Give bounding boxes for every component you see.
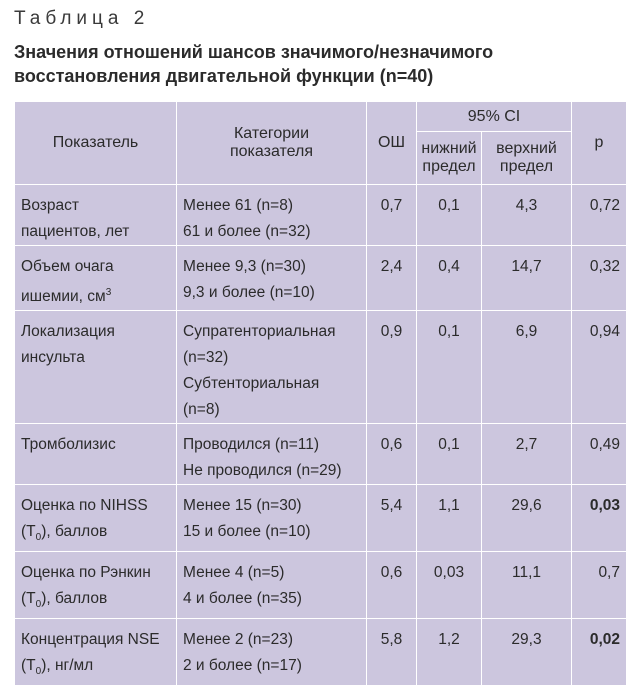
header-lower bbox=[417, 132, 482, 185]
indicator-line1: Тромболизис bbox=[21, 436, 116, 454]
header-upper bbox=[482, 132, 572, 185]
table-caption: Таблица 2 bbox=[14, 8, 150, 29]
header-or: ОШ bbox=[367, 102, 417, 185]
category-cell bbox=[177, 185, 367, 246]
odds-ratio-table bbox=[14, 101, 627, 686]
or-cell: 0,6 bbox=[367, 552, 417, 619]
table-title: Значения отношений шансов значимого/незначимого восстановления двигательной функции (n=40) bbox=[14, 42, 494, 86]
category-line: Менее 9,3 (n=30) bbox=[183, 258, 306, 275]
indicator-text: (T bbox=[21, 657, 36, 675]
indicator-line2 bbox=[21, 653, 172, 685]
indicator-line2 bbox=[21, 280, 172, 310]
upper-cell: 11,1 bbox=[482, 552, 572, 619]
indicator-line1: Возраст bbox=[21, 197, 79, 214]
header-upper-line2: предел bbox=[499, 158, 554, 175]
category-line: 9,3 и более (n=10) bbox=[183, 284, 315, 301]
category-line: Проводился (n=11) bbox=[183, 436, 320, 454]
indicator-cell bbox=[15, 246, 177, 311]
indicator-text: (T bbox=[21, 590, 36, 608]
lower-cell: 0,4 bbox=[417, 246, 482, 311]
upper-cell: 14,7 bbox=[482, 246, 572, 311]
p-cell: 0,03 bbox=[572, 485, 627, 552]
p-cell: 0,94 bbox=[572, 311, 627, 424]
header-upper-line1: верхний bbox=[496, 140, 557, 157]
indicator-line1: Оценка по Рэнкин bbox=[21, 564, 151, 582]
indicator-text: ишемии, см bbox=[21, 288, 106, 306]
category-cell bbox=[177, 311, 367, 424]
indicator-line2 bbox=[21, 519, 172, 551]
indicator-line2: пациентов, лет bbox=[21, 223, 130, 240]
header-p: p bbox=[572, 102, 627, 185]
indicator-cell bbox=[15, 185, 177, 246]
table-body bbox=[15, 185, 627, 686]
category-cell bbox=[177, 619, 367, 686]
p-cell: 0,32 bbox=[572, 246, 627, 311]
category-line: (n=32) bbox=[183, 349, 229, 367]
indicator-line1: Оценка по NIHSS bbox=[21, 497, 148, 515]
category-line: Субтенториальная bbox=[183, 375, 320, 393]
p-cell: 0,72 bbox=[572, 185, 627, 246]
lower-cell: 0,03 bbox=[417, 552, 482, 619]
lower-cell: 0,1 bbox=[417, 311, 482, 424]
table-row bbox=[15, 485, 627, 552]
category-line: Менее 4 (n=5) bbox=[183, 564, 285, 582]
category-line: 15 и более (n=10) bbox=[183, 523, 311, 541]
indicator-line1: Объем очага bbox=[21, 258, 114, 275]
header-ci: 95% CI bbox=[417, 102, 572, 132]
table-row bbox=[15, 552, 627, 619]
upper-cell: 29,6 bbox=[482, 485, 572, 552]
lower-cell: 1,1 bbox=[417, 485, 482, 552]
or-cell: 0,9 bbox=[367, 311, 417, 424]
indicator-cell bbox=[15, 311, 177, 424]
indicator-line2: инсульта bbox=[21, 349, 85, 367]
indicator-cell bbox=[15, 619, 177, 686]
lower-cell: 1,2 bbox=[417, 619, 482, 686]
category-line: 4 и более (n=35) bbox=[183, 590, 302, 608]
or-cell: 0,7 bbox=[367, 185, 417, 246]
p-cell: 0,02 bbox=[572, 619, 627, 686]
header-categories-line1: Категории bbox=[233, 125, 310, 142]
category-line: 2 и более (n=17) bbox=[183, 657, 302, 675]
superscript: 3 bbox=[105, 287, 112, 298]
header-categories bbox=[177, 102, 367, 185]
upper-cell: 29,3 bbox=[482, 619, 572, 686]
subscript: 0 bbox=[35, 532, 42, 544]
indicator-line2 bbox=[21, 586, 172, 618]
table-row bbox=[15, 424, 627, 485]
table-row bbox=[15, 311, 627, 424]
category-cell bbox=[177, 552, 367, 619]
upper-cell: 6,9 bbox=[482, 311, 572, 424]
indicator-text: ), баллов bbox=[41, 523, 108, 541]
category-line: Менее 2 (n=23) bbox=[183, 631, 293, 649]
category-line: (n=8) bbox=[183, 401, 220, 419]
indicator-text: (T bbox=[21, 523, 36, 541]
table-row bbox=[15, 246, 627, 311]
upper-cell: 2,7 bbox=[482, 424, 572, 485]
or-cell: 2,4 bbox=[367, 246, 417, 311]
lower-cell: 0,1 bbox=[417, 185, 482, 246]
header-lower-line1: нижний bbox=[421, 140, 477, 157]
table-row bbox=[15, 619, 627, 686]
header-categories-line2: показателя bbox=[229, 143, 314, 160]
indicator-line1: Локализация bbox=[21, 323, 115, 341]
or-cell: 0,6 bbox=[367, 424, 417, 485]
category-line: Не проводился (n=29) bbox=[183, 462, 342, 480]
category-line: 61 и более (n=32) bbox=[183, 223, 311, 240]
table-row bbox=[15, 185, 627, 246]
p-cell: 0,7 bbox=[572, 552, 627, 619]
category-cell bbox=[177, 485, 367, 552]
category-line: Супратенториальная bbox=[183, 323, 336, 341]
indicator-cell bbox=[15, 424, 177, 485]
header-lower-line2: предел bbox=[422, 158, 476, 175]
header-indicator: Показатель bbox=[15, 102, 177, 185]
indicator-cell bbox=[15, 485, 177, 552]
category-line: Менее 61 (n=8) bbox=[183, 197, 293, 214]
p-cell: 0,49 bbox=[572, 424, 627, 485]
or-cell: 5,4 bbox=[367, 485, 417, 552]
subscript: 0 bbox=[35, 666, 42, 678]
subscript: 0 bbox=[35, 599, 42, 611]
indicator-text: ), баллов bbox=[41, 590, 108, 608]
indicator-line1: Концентрация NSE bbox=[21, 631, 160, 649]
indicator-cell bbox=[15, 552, 177, 619]
lower-cell: 0,1 bbox=[417, 424, 482, 485]
category-line: Менее 15 (n=30) bbox=[183, 497, 302, 515]
indicator-text: ), нг/мл bbox=[41, 657, 94, 675]
category-cell bbox=[177, 424, 367, 485]
category-cell bbox=[177, 246, 367, 311]
upper-cell: 4,3 bbox=[482, 185, 572, 246]
or-cell: 5,8 bbox=[367, 619, 417, 686]
